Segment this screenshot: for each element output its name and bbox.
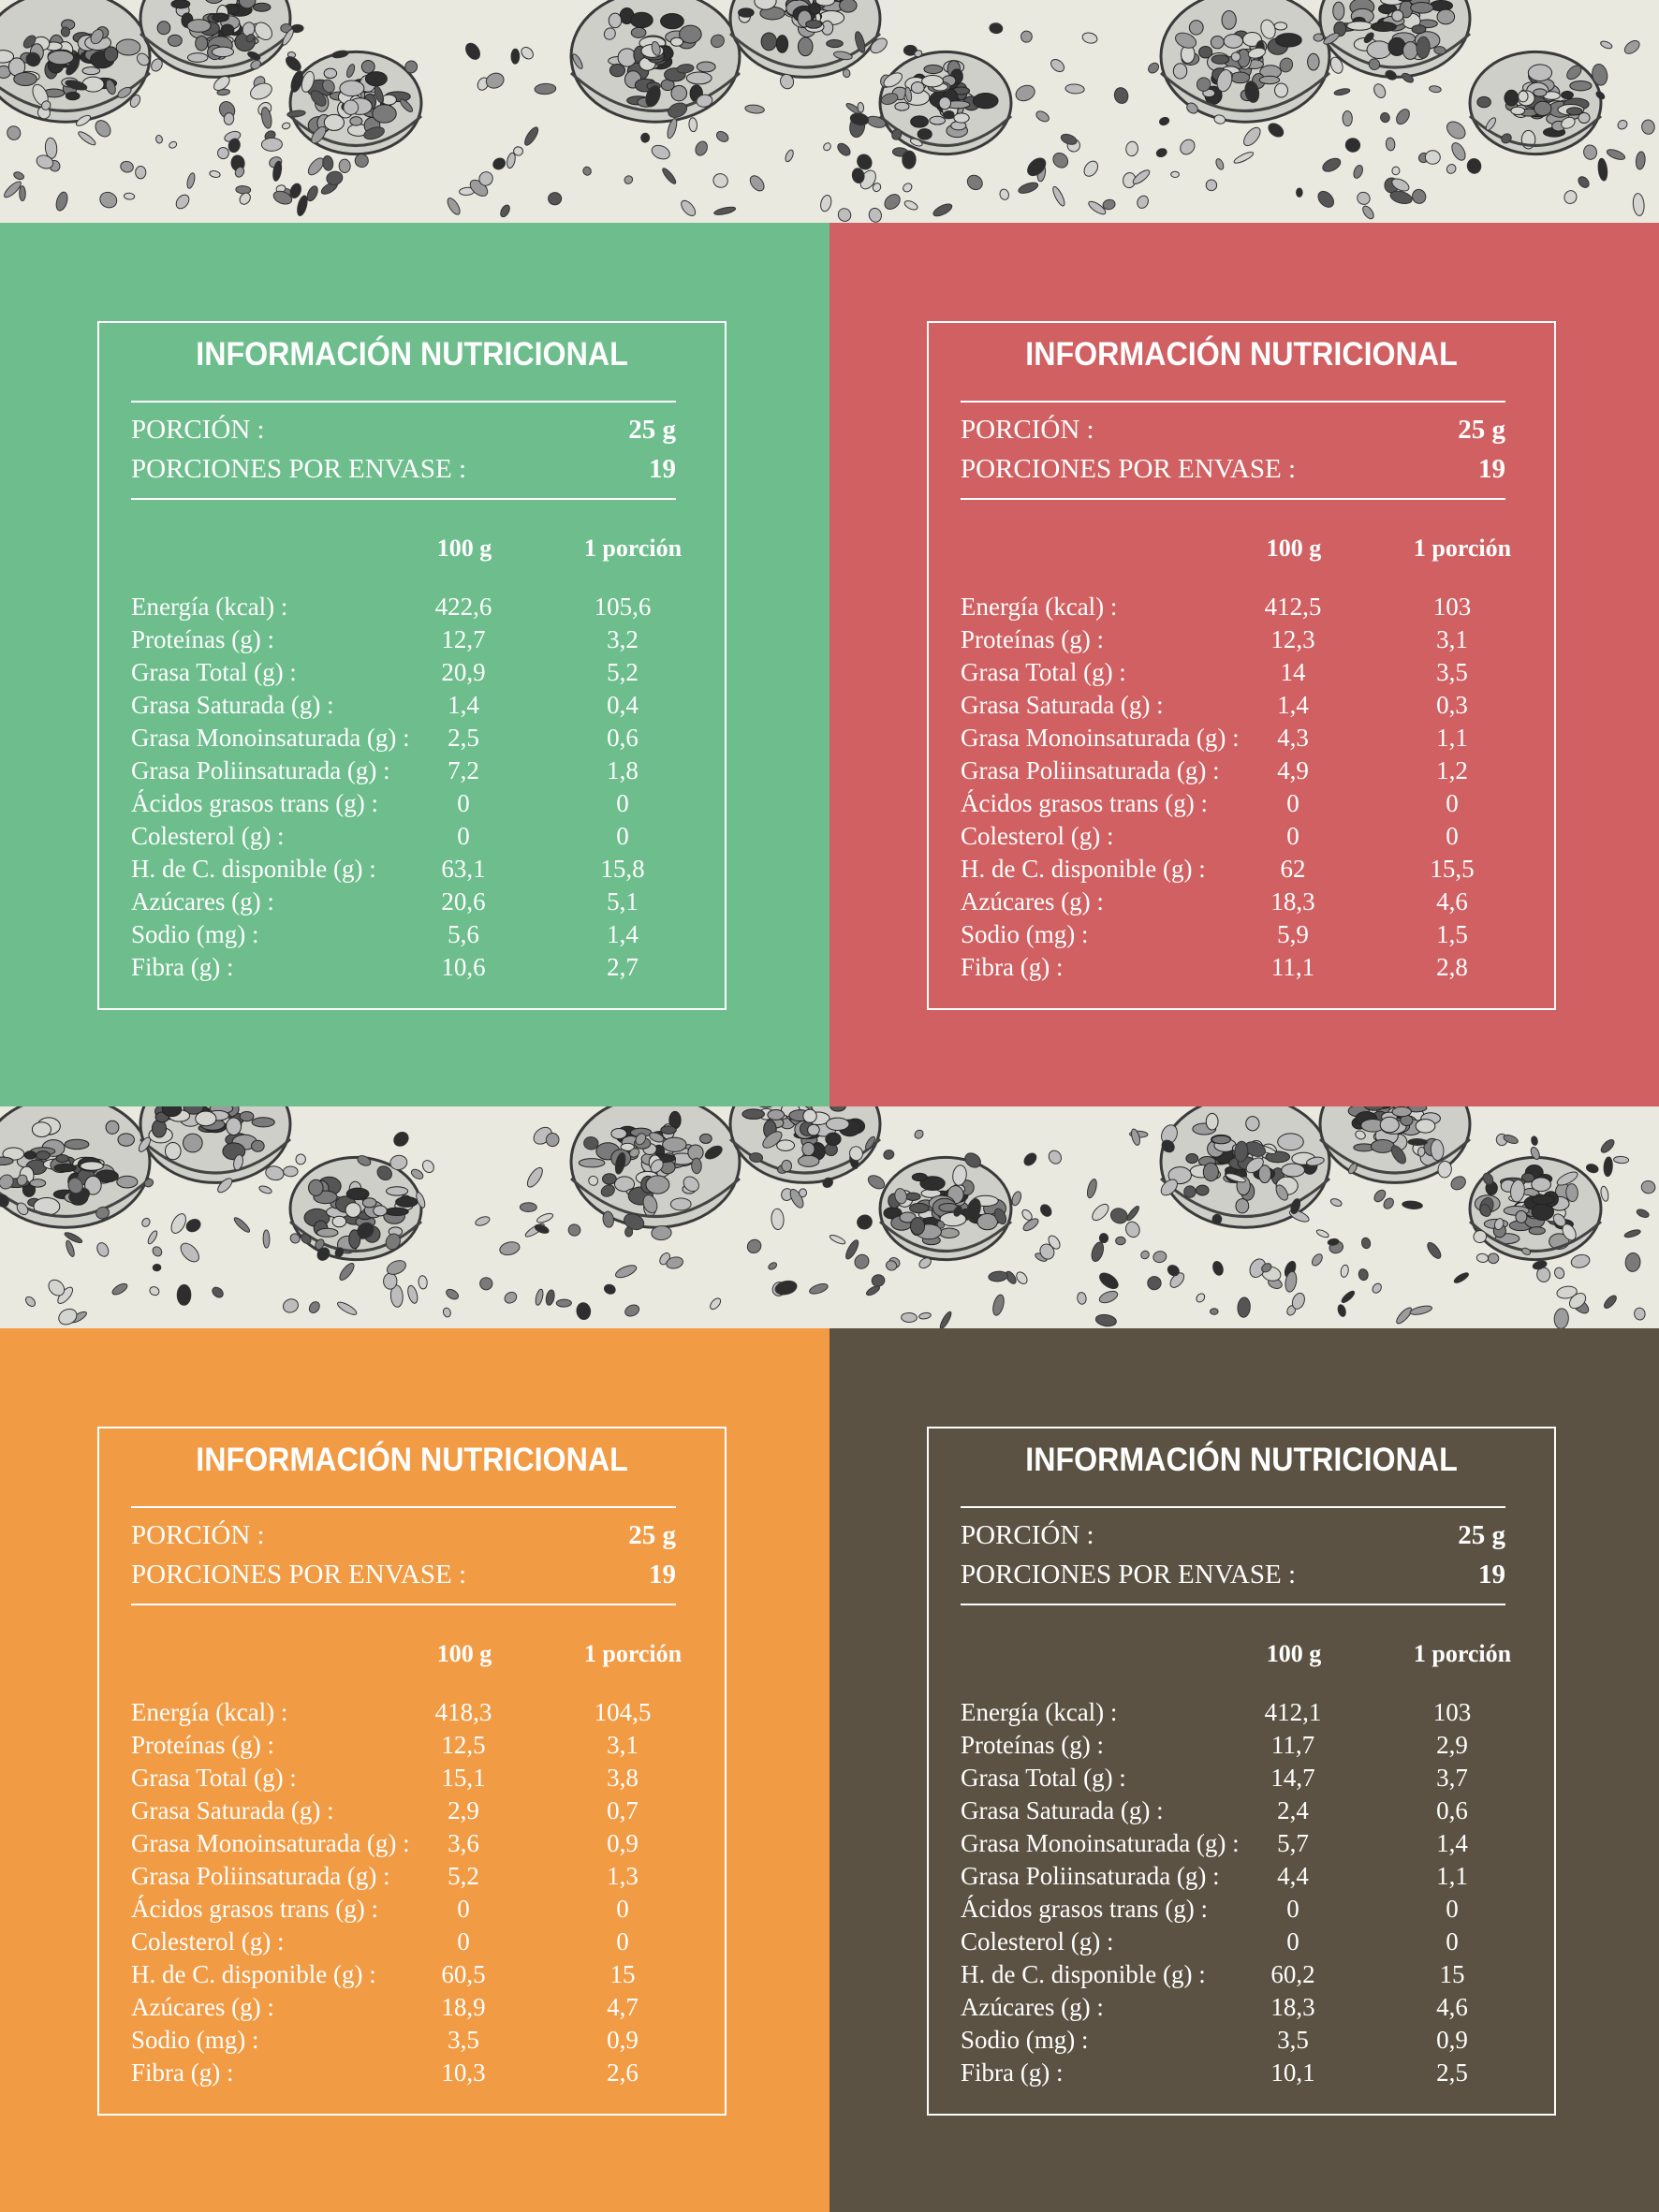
- nutrient-row: [131, 1762, 693, 1795]
- nutrient-value-100g: 18,3: [1270, 887, 1315, 916]
- nutrient-value-100g: 1,4: [448, 691, 479, 719]
- nutrient-value-portion: 0,9: [1436, 2026, 1468, 2054]
- nutrient-name: Ácidos grasos trans (g) :: [961, 789, 1208, 817]
- nutrient-value-100g: 11,1: [1270, 953, 1315, 981]
- nutrient-row: [131, 1696, 693, 1729]
- portion-row: [131, 411, 676, 448]
- nutrient-value-100g: 10,1: [1270, 2058, 1315, 2087]
- nutrient-row: [961, 1926, 1522, 1958]
- nutrient-value-portion: 3,2: [607, 625, 639, 653]
- nutrient-value-100g: 62: [1280, 855, 1306, 883]
- nutrient-value-portion: 3,8: [607, 1764, 639, 1792]
- column-header-100g: 100 g: [1266, 535, 1322, 562]
- nutrient-value-100g: 4,3: [1277, 724, 1309, 752]
- servings-label: PORCIONES POR ENVASE :: [131, 1560, 467, 1589]
- nutrient-row: [131, 1827, 693, 1860]
- column-header-portion: 1 porción: [1413, 1640, 1512, 1667]
- nutrient-value-100g: 20,9: [441, 658, 486, 686]
- nutrient-table: [961, 1696, 1522, 2089]
- portion-row: [961, 411, 1505, 448]
- nutrient-row: [961, 1827, 1522, 1860]
- nutrient-value-100g: 63,1: [441, 855, 486, 883]
- nutrient-table: [961, 591, 1522, 984]
- nutrient-value-100g: 5,2: [448, 1862, 479, 1890]
- panel-brown: [830, 1328, 1659, 2212]
- divider: [131, 1506, 676, 1508]
- nutrient-value-portion: 5,1: [607, 887, 639, 916]
- nutrition-facts-card: [97, 321, 727, 1010]
- nutrient-name: Colesterol (g) :: [961, 1927, 1114, 1956]
- nutrient-name: Colesterol (g) :: [131, 1927, 285, 1956]
- nutrient-name: Proteínas (g) :: [131, 1731, 274, 1759]
- nutrition-title: INFORMACIÓN NUTRICIONAL: [1025, 1442, 1458, 1478]
- nutrient-name: Ácidos grasos trans (g) :: [131, 789, 378, 817]
- nutrient-value-portion: 0,4: [607, 691, 639, 719]
- nutrient-row: [131, 1991, 693, 2024]
- servings-row: [131, 450, 676, 488]
- nutrient-value-100g: 5,9: [1277, 920, 1309, 948]
- nutrient-value-portion: 4,7: [607, 1993, 639, 2021]
- nutrient-value-100g: 0: [457, 1927, 470, 1956]
- nutrient-value-portion: 0: [1446, 822, 1459, 850]
- nutrient-row: [961, 1696, 1522, 1729]
- portion-row: [961, 1516, 1505, 1554]
- nutrient-value-100g: 4,9: [1277, 756, 1309, 784]
- nutrient-row: [961, 1893, 1522, 1926]
- servings-row: [961, 1556, 1505, 1593]
- nutrient-name: Energía (kcal) :: [961, 1698, 1118, 1726]
- nutrient-value-100g: 3,6: [448, 1829, 479, 1857]
- nutrient-row: [131, 656, 693, 689]
- nutrient-row: [961, 591, 1522, 623]
- nutrient-row: [961, 2057, 1522, 2089]
- nutrient-row: [131, 623, 693, 656]
- nuts-illustration-band-top: [0, 0, 1659, 223]
- nutrient-value-100g: 18,9: [441, 1993, 486, 2021]
- servings-label: PORCIONES POR ENVASE :: [961, 454, 1297, 484]
- panel-red: [830, 223, 1659, 1106]
- nutrient-value-portion: 2,9: [1436, 1731, 1468, 1759]
- nutrient-value-portion: 2,8: [1436, 953, 1468, 981]
- column-header-100g: 100 g: [436, 1640, 492, 1667]
- nutrient-name: Grasa Poliinsaturada (g) :: [961, 1862, 1220, 1890]
- nutrient-value-portion: 2,7: [607, 953, 639, 981]
- nutrient-value-portion: 0: [1446, 1895, 1459, 1923]
- nutrient-value-portion: 3,1: [607, 1731, 639, 1759]
- nutrient-name: Azúcares (g) :: [131, 887, 274, 916]
- nutrient-name: H. de C. disponible (g) :: [131, 855, 376, 883]
- nutrient-name: Proteínas (g) :: [131, 625, 274, 653]
- nutrient-value-portion: 2,5: [1436, 2058, 1468, 2087]
- nutrient-value-portion: 0: [616, 1895, 629, 1923]
- nutrient-row: [961, 623, 1522, 656]
- nutrient-value-100g: 60,2: [1270, 1960, 1315, 1988]
- nutrient-row: [131, 1795, 693, 1827]
- nutrient-value-100g: 10,3: [441, 2058, 486, 2087]
- nutrient-value-portion: 3,5: [1436, 658, 1468, 686]
- nuts-illustration-band-middle: [0, 1106, 1659, 1328]
- nutrient-value-portion: 4,6: [1436, 1993, 1468, 2021]
- nutrient-row: [131, 689, 693, 722]
- nutrient-name: Grasa Saturada (g) :: [961, 691, 1164, 719]
- divider: [961, 498, 1505, 500]
- nutrient-name: Fibra (g) :: [131, 2058, 234, 2087]
- nutrient-value-portion: 3,7: [1436, 1764, 1468, 1792]
- nutrient-row: [961, 2024, 1522, 2057]
- nutrient-value-100g: 14,7: [1270, 1764, 1315, 1792]
- nutrient-name: Grasa Monoinsaturada (g) :: [961, 1829, 1240, 1857]
- nutrient-name: Grasa Poliinsaturada (g) :: [131, 756, 390, 784]
- nutrient-name: Grasa Poliinsaturada (g) :: [961, 756, 1220, 784]
- nutrient-value-portion: 0: [1446, 789, 1459, 817]
- nutrient-value-portion: 105,6: [594, 593, 652, 621]
- nutrient-table: [131, 1696, 693, 2089]
- nutrient-value-portion: 5,2: [607, 658, 639, 686]
- nutrient-name: Grasa Saturada (g) :: [961, 1796, 1164, 1824]
- nutrient-value-portion: 2,6: [607, 2058, 639, 2087]
- nutrient-value-portion: 1,1: [1436, 724, 1468, 752]
- portion-row: [131, 1516, 676, 1554]
- nutrient-name: Sodio (mg) :: [961, 920, 1089, 948]
- nutrient-row: [131, 1958, 693, 1991]
- nutrient-row: [961, 1795, 1522, 1827]
- panel-orange: [0, 1328, 830, 2212]
- nutrient-row: [961, 787, 1522, 820]
- nutrient-value-100g: 2,9: [448, 1796, 479, 1824]
- nutrient-value-portion: 15: [609, 1960, 636, 1988]
- nutrient-name: Ácidos grasos trans (g) :: [961, 1895, 1208, 1923]
- nutrient-row: [131, 2024, 693, 2057]
- nutrient-value-portion: 1,4: [607, 920, 639, 948]
- nutrient-name: Fibra (g) :: [961, 2058, 1064, 2087]
- nutrient-value-100g: 422,6: [434, 593, 492, 621]
- nutrient-value-portion: 1,3: [607, 1862, 639, 1890]
- portion-value: 25 g: [628, 415, 676, 445]
- nutrient-row: [131, 951, 693, 984]
- nutrient-row: [961, 853, 1522, 886]
- nutrient-name: Sodio (mg) :: [131, 920, 259, 948]
- divider: [961, 1604, 1505, 1605]
- portion-label: PORCIÓN :: [131, 415, 265, 445]
- servings-label: PORCIONES POR ENVASE :: [131, 454, 467, 484]
- nutrient-value-portion: 104,5: [594, 1698, 652, 1726]
- nutrient-row: [131, 1729, 693, 1762]
- nutrient-value-100g: 0: [1286, 1895, 1299, 1923]
- servings-value: 19: [1478, 1560, 1505, 1589]
- nutrient-name: Energía (kcal) :: [131, 1698, 288, 1726]
- nutrient-value-100g: 418,3: [434, 1698, 492, 1726]
- nutrient-value-portion: 0: [1446, 1927, 1459, 1956]
- column-header-100g: 100 g: [436, 535, 492, 562]
- nutrient-row: [131, 1926, 693, 1958]
- nutrient-row: [131, 820, 693, 853]
- nutrient-name: Fibra (g) :: [961, 953, 1064, 981]
- nutrient-value-portion: 0,7: [607, 1796, 639, 1824]
- nutrient-value-portion: 0,3: [1436, 691, 1468, 719]
- nutrient-value-100g: 412,5: [1264, 593, 1322, 621]
- nutrient-value-100g: 3,5: [1277, 2026, 1309, 2054]
- nutrient-row: [961, 689, 1522, 722]
- nutrient-value-100g: 60,5: [441, 1960, 486, 1988]
- nutrient-value-100g: 0: [1286, 1927, 1299, 1956]
- nutrient-row: [961, 1860, 1522, 1893]
- nutrition-facts-card: [97, 1427, 727, 2116]
- nutrient-value-portion: 0: [616, 789, 629, 817]
- nutrient-value-100g: 0: [457, 822, 470, 850]
- nutrient-row: [961, 1991, 1522, 2024]
- nutrient-name: Azúcares (g) :: [961, 887, 1104, 916]
- nutrient-value-100g: 0: [1286, 822, 1299, 850]
- nutrient-name: Energía (kcal) :: [961, 593, 1118, 621]
- nutrient-value-100g: 412,1: [1264, 1698, 1322, 1726]
- nutrient-name: Colesterol (g) :: [961, 822, 1114, 850]
- nutrient-name: Grasa Total (g) :: [961, 658, 1126, 686]
- column-header-100g: 100 g: [1266, 1640, 1322, 1667]
- servings-label: PORCIONES POR ENVASE :: [961, 1560, 1297, 1589]
- nutrient-value-portion: 1,1: [1436, 1862, 1468, 1890]
- nutrient-value-100g: 14: [1280, 658, 1306, 686]
- nutrient-name: Fibra (g) :: [131, 953, 234, 981]
- nutrient-value-portion: 0,6: [607, 724, 639, 752]
- nutrient-row: [131, 886, 693, 918]
- nutrient-value-100g: 4,4: [1277, 1862, 1309, 1890]
- nutrient-value-portion: 4,6: [1436, 887, 1468, 916]
- nutrient-value-100g: 0: [1286, 789, 1299, 817]
- nutrient-value-100g: 2,4: [1277, 1796, 1309, 1824]
- nutrient-name: Grasa Total (g) :: [131, 658, 297, 686]
- nutrient-row: [961, 1958, 1522, 1991]
- nutrition-title: INFORMACIÓN NUTRICIONAL: [1025, 336, 1458, 373]
- divider: [961, 1506, 1505, 1508]
- nutrient-name: Grasa Total (g) :: [131, 1764, 297, 1792]
- nutrient-name: Grasa Saturada (g) :: [131, 691, 334, 719]
- nutrient-row: [961, 918, 1522, 951]
- nutrient-name: Colesterol (g) :: [131, 822, 285, 850]
- nutrition-facts-card: [927, 321, 1556, 1010]
- nutrient-name: H. de C. disponible (g) :: [961, 1960, 1206, 1988]
- nutrient-name: H. de C. disponible (g) :: [131, 1960, 376, 1988]
- nutrient-value-portion: 0: [616, 1927, 629, 1956]
- nutrient-row: [961, 656, 1522, 689]
- panel-green: [0, 223, 830, 1106]
- nutrient-name: Proteínas (g) :: [961, 1731, 1104, 1759]
- nutrient-row: [961, 754, 1522, 787]
- nutrition-facts-card: [927, 1427, 1556, 2116]
- nutrient-row: [131, 2057, 693, 2089]
- column-header-portion: 1 porción: [1413, 535, 1512, 562]
- divider: [131, 1604, 676, 1605]
- nutrient-value-portion: 3,1: [1436, 625, 1468, 653]
- servings-row: [131, 1556, 676, 1593]
- nutrient-name: Grasa Monoinsaturada (g) :: [131, 724, 410, 752]
- servings-value: 19: [649, 454, 676, 484]
- nutrient-value-100g: 5,7: [1277, 1829, 1309, 1857]
- nutrient-value-portion: 15: [1439, 1960, 1465, 1988]
- nutrient-name: Ácidos grasos trans (g) :: [131, 1895, 378, 1923]
- nutrient-row: [961, 886, 1522, 918]
- nutrition-title: INFORMACIÓN NUTRICIONAL: [196, 1442, 628, 1478]
- nuts-illustration: [0, 1106, 1659, 1328]
- nutrient-name: Grasa Total (g) :: [961, 1764, 1126, 1792]
- nutrient-value-100g: 3,5: [448, 2026, 479, 2054]
- portion-value: 25 g: [1458, 1520, 1505, 1550]
- nutrient-value-100g: 7,2: [448, 756, 479, 784]
- column-header-portion: 1 porción: [583, 535, 683, 562]
- divider: [131, 498, 676, 500]
- nutrient-value-portion: 0,9: [607, 1829, 639, 1857]
- nutrient-value-100g: 15,1: [441, 1764, 486, 1792]
- nutrient-name: H. de C. disponible (g) :: [961, 855, 1206, 883]
- nutrient-value-portion: 0: [616, 822, 629, 850]
- nutrient-name: Sodio (mg) :: [131, 2026, 259, 2054]
- nutrient-value-portion: 15,5: [1430, 855, 1475, 883]
- nutrient-value-100g: 12,7: [441, 625, 486, 653]
- nutrient-value-100g: 11,7: [1270, 1731, 1315, 1759]
- nutrient-row: [131, 853, 693, 886]
- nutrient-table: [131, 591, 693, 984]
- nutrient-value-100g: 20,6: [441, 887, 486, 916]
- nutrition-title: INFORMACIÓN NUTRICIONAL: [196, 336, 628, 373]
- nutrient-value-100g: 1,4: [1277, 691, 1309, 719]
- nutrient-row: [961, 722, 1522, 754]
- nutrient-name: Sodio (mg) :: [961, 2026, 1089, 2054]
- divider: [961, 401, 1505, 403]
- nutrient-row: [131, 1893, 693, 1926]
- nutrient-row: [131, 918, 693, 951]
- nutrient-value-portion: 0,6: [1436, 1796, 1468, 1824]
- nutrient-value-portion: 1,4: [1436, 1829, 1468, 1857]
- nutrient-value-100g: 12,3: [1270, 625, 1315, 653]
- nutrient-value-100g: 0: [457, 1895, 470, 1923]
- nutrient-value-portion: 1,8: [607, 756, 639, 784]
- servings-row: [961, 450, 1505, 488]
- divider: [131, 401, 676, 403]
- nutrient-value-portion: 1,5: [1436, 920, 1468, 948]
- portion-label: PORCIÓN :: [961, 1520, 1094, 1550]
- nutrient-name: Grasa Monoinsaturada (g) :: [961, 724, 1240, 752]
- nutrient-name: Grasa Poliinsaturada (g) :: [131, 1862, 390, 1890]
- nutrient-row: [131, 722, 693, 754]
- nutrient-row: [131, 591, 693, 623]
- nutrient-row: [131, 754, 693, 787]
- portion-label: PORCIÓN :: [961, 415, 1094, 445]
- nutrient-value-portion: 103: [1432, 1698, 1472, 1726]
- nutrient-row: [961, 1729, 1522, 1762]
- nutrient-name: Grasa Saturada (g) :: [131, 1796, 334, 1824]
- nutrient-value-portion: 15,8: [600, 855, 645, 883]
- portion-value: 25 g: [628, 1520, 676, 1550]
- nutrient-name: Azúcares (g) :: [131, 1993, 274, 2021]
- portion-label: PORCIÓN :: [131, 1520, 265, 1550]
- nutrient-value-100g: 10,6: [441, 953, 486, 981]
- nutrient-row: [961, 820, 1522, 853]
- nutrient-value-portion: 0,9: [607, 2026, 639, 2054]
- nutrient-row: [131, 787, 693, 820]
- nutrient-value-100g: 18,3: [1270, 1993, 1315, 2021]
- nutrient-value-portion: 1,2: [1436, 756, 1468, 784]
- servings-value: 19: [1478, 454, 1505, 484]
- column-header-portion: 1 porción: [583, 1640, 683, 1667]
- nutrient-value-portion: 103: [1432, 593, 1472, 621]
- servings-value: 19: [649, 1560, 676, 1589]
- nutrient-name: Grasa Monoinsaturada (g) :: [131, 1829, 410, 1857]
- nutrient-row: [961, 1762, 1522, 1795]
- nuts-illustration: [0, 0, 1659, 223]
- nutrient-name: Energía (kcal) :: [131, 593, 288, 621]
- nutrient-name: Proteínas (g) :: [961, 625, 1104, 653]
- nutrient-value-100g: 12,5: [441, 1731, 486, 1759]
- nutrient-value-100g: 5,6: [448, 920, 479, 948]
- nutrient-row: [961, 951, 1522, 984]
- nutrient-value-100g: 2,5: [448, 724, 479, 752]
- nutrient-value-100g: 0: [457, 789, 470, 817]
- nutrient-name: Azúcares (g) :: [961, 1993, 1104, 2021]
- portion-value: 25 g: [1458, 415, 1505, 445]
- nutrient-row: [131, 1860, 693, 1893]
